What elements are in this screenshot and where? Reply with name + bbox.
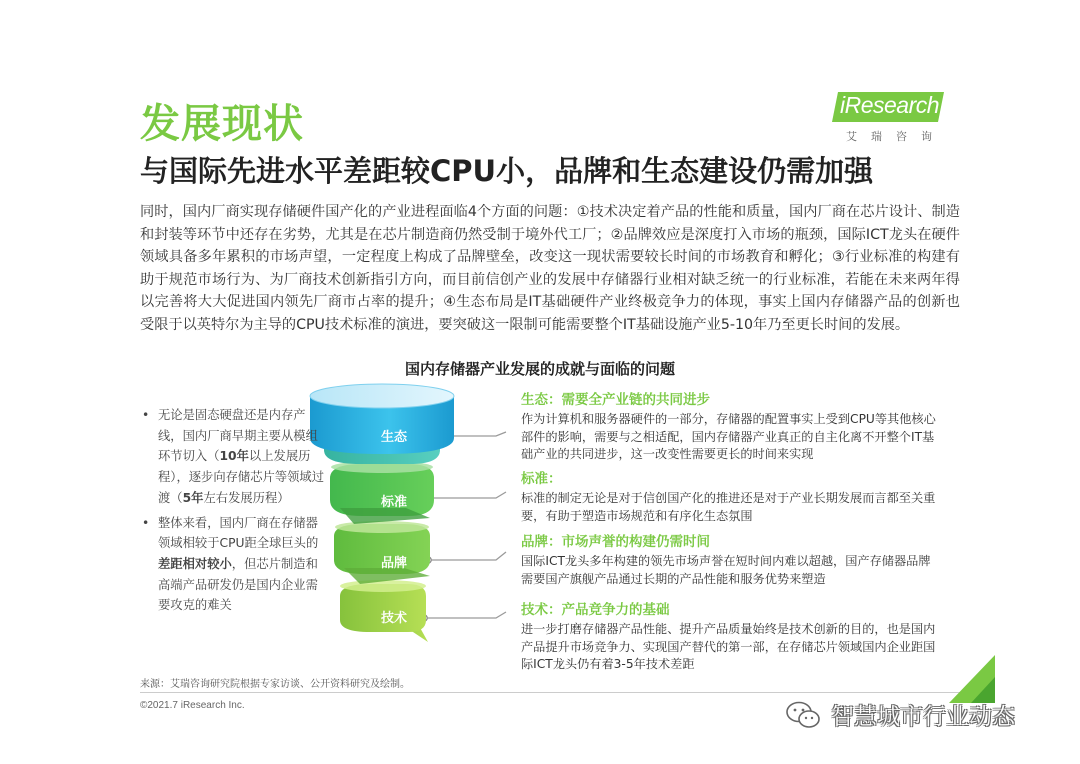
iresearch-logo xyxy=(832,88,952,148)
note-item xyxy=(138,513,330,617)
layer-label-shengtai: 生态 xyxy=(380,430,408,445)
wechat-icon xyxy=(785,700,821,730)
diagram-title: 国内存储器产业发展的成就与面临的问题 xyxy=(404,360,675,378)
note-text: ，但芯片制造和高端产品研发仍是国内企业需要攻克的难关 xyxy=(158,556,318,613)
copyright: ©2021.7 iResearch Inc. xyxy=(140,700,245,711)
page-heading: 与国际先进水平差距较CPU小，品牌和生态建设仍需加强 xyxy=(140,154,874,188)
layer-biaozhun xyxy=(330,461,434,524)
bullet-icon: • xyxy=(142,408,150,422)
detail-heading: 生态：需要全产业链的共同进步 xyxy=(521,392,710,408)
logo-subtitle: 艾瑞咨询 xyxy=(846,130,946,143)
connector-line-2 xyxy=(430,492,506,498)
source-note: 来源：艾瑞咨询研究院根据专家访谈、公开资料研究及绘制。 xyxy=(140,679,410,690)
detail-biaozhun xyxy=(521,467,941,525)
detail-text: 国际ICT龙头多年构建的领先市场声誉在短时间内难以超越，国产存储器品牌需要国产旗舰产品通过长期的产品性能和服务优势来塑造 xyxy=(521,554,931,586)
detail-shengtai xyxy=(521,388,941,464)
section-title: 发展现状 xyxy=(140,101,304,147)
detail-jishu xyxy=(521,598,941,674)
detail-heading: 品牌：市场声誉的构建仍需时间 xyxy=(521,534,710,550)
intro-paragraph: 同时，国内厂商实现存储硬件国产化的产业进程面临4个方面的问题：①技术决定着产品的性能和质量，国内厂商在芯片设计、制造和封装等环节中还存在劣势，尤其是在芯片制造商仍然受制于境外代工厂；②品牌效应是深度打入市场的瓶颈，国际ICT龙头在硬件领域具备多年累积的市场声望，一定程度上构成了品牌壁垒，改变这一现状需要较长时间的市场教育和孵化；③行业标准的构建有助于规范市场行为、为厂商技术创新指引方向，而目前信创产业的发展中存储器行业相对缺乏统一的行业标准，若能在未来两年得以完善将大大促进国内领先厂商市占率的提升；④生态布局是IT基础硬件产业终极竞争力的体现，事实上国内存储器产品的创新也受限于以英特尔为主导的CPU技术标准的演进，要突破这一限制可能需要整个IT基础设施产业5-10年乃至更长时间的发展。 xyxy=(140,204,960,333)
layer-pinpai xyxy=(334,521,430,584)
note-emphasis: 10年 xyxy=(219,449,249,464)
note-item xyxy=(138,405,330,509)
detail-text: 标准的制定无论是对于信创国产化的推进还是对于产业长期发展而言都至关重要，有助于塑造市场规范和有序化生态氛围 xyxy=(521,491,936,523)
watermark xyxy=(785,698,1015,731)
logo-brand-text: iResearch xyxy=(840,92,940,118)
note-emphasis: 差距相对较小 xyxy=(158,556,232,571)
note-text: 整体来看，国内厂商在存储器领域相较于CPU距全球巨头的 xyxy=(158,515,319,551)
footer-divider xyxy=(140,692,960,693)
note-emphasis: 5年 xyxy=(182,490,204,505)
layer-stack-diagram xyxy=(300,380,525,650)
detail-pinpai xyxy=(521,530,941,588)
connector-line-3 xyxy=(428,552,506,560)
note-text: 无论是固态硬盘还是内存产线，国内厂商早期主要从模组环节切入（ xyxy=(158,408,318,464)
bullet-icon: • xyxy=(142,515,150,530)
detail-text: 进一步打磨存储器产品性能、提升产品质量始终是技术创新的目的，也是国内产品提升市场竞争力、实现国产替代的第一部，在存储芯片领域国内企业距国际ICT龙头仍有着3-5年技术差距 xyxy=(521,622,936,672)
watermark-text: 智慧城市行业动态 xyxy=(831,704,1015,730)
layer-label-jishu: 技术 xyxy=(380,611,408,626)
connector-line-4 xyxy=(424,612,506,618)
detail-heading: 技术：产品竞争力的基础 xyxy=(521,602,670,618)
note-text: 以上发展历程），逐步向存储芯片等领域过渡（ xyxy=(158,449,325,505)
note-text: 左右发展历程） xyxy=(203,490,290,505)
left-notes xyxy=(138,405,330,620)
layer-label-biaozhun: 标准 xyxy=(380,495,408,510)
corner-accent-icon xyxy=(945,655,995,703)
connectors xyxy=(424,432,506,618)
detail-heading: 标准： xyxy=(521,471,562,487)
layer-label-pinpai: 品牌 xyxy=(380,556,408,571)
detail-text: 作为计算机和服务器硬件的一部分，存储器的配置事实上受到CPU等其他核心部件的影响，需要与之相适配，国内存储器产业真正的自主化离不开整个IT基础产业的共同进步，这一改变性需要更长的时间来实现 xyxy=(521,412,936,462)
